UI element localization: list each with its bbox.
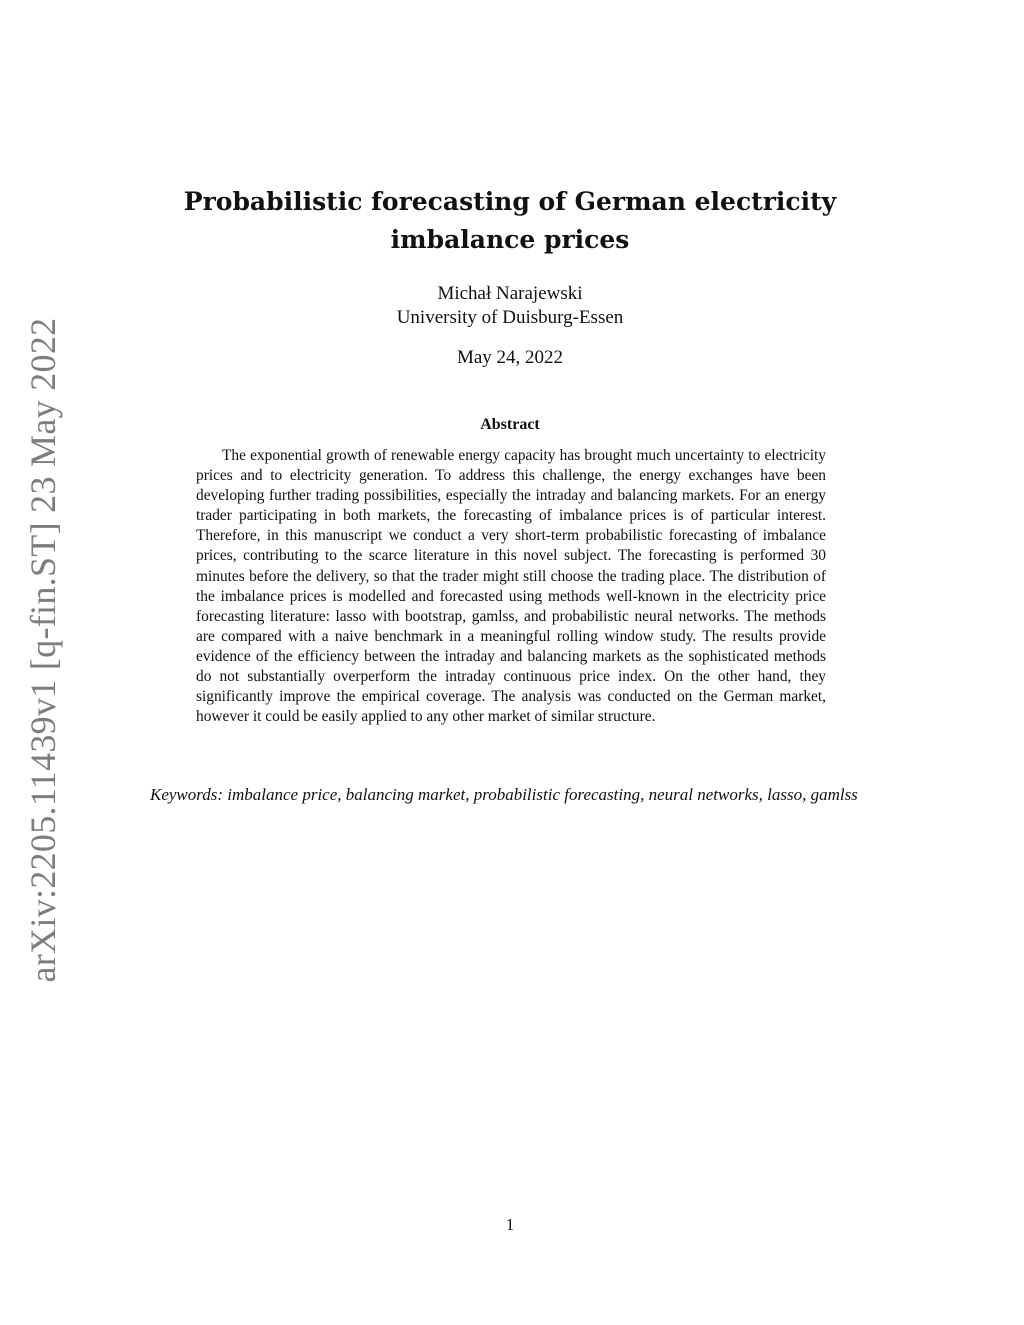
author-name: Michał Narajewski (437, 283, 583, 304)
author-affiliation: University of Duisburg-Essen (396, 307, 624, 328)
arxiv-identifier-stamp: arXiv:2205.11439v1 [q-fin.ST] 23 May 2022 (23, 317, 63, 983)
author-block (150, 282, 870, 330)
abstract-heading: Abstract (480, 416, 540, 433)
keywords: Keywords: imbalance price, balancing market, probabilistic forecasting, neural networks, lasso, gamlss (150, 785, 858, 804)
page-number: 1 (505, 1215, 515, 1234)
paper-date: May 24, 2022 (456, 347, 564, 368)
paper-title: Probabilistic forecasting of German electricity imbalance prices (183, 187, 837, 254)
abstract-text: The exponential growth of renewable energy capacity has brought much uncertainty to electricity prices and to electricity generation. To address this challenge, the energy exchanges have been developing further trading possibilities, especially the intraday and balancing markets. For an energy trader participating in both markets, the forecasting of imbalance prices is of particular interest. Therefore, in this manuscript we conduct a very short-term probabilistic forecasting of imbalance prices, contributing to the scarce literature in this novel subject. The forecasting is performed 30 minutes before the delivery, so that the trader might still choose the trading place. The distribution of the imbalance prices is modelled and forecasted using methods well-known in the electricity price forecasting literature: lasso with bootstrap, gamlss, and probabilistic neural networks. The methods are compared with a naive benchmark in a meaningful rolling window study. The results provide evidence of the efficiency between the intraday and balancing markets as the sophisticated methods do not substantially overperform the intraday continuous price index. On the other hand, they significantly improve the empirical coverage. The analysis was conducted on the German market, however it could be easily applied to any other market of similar structure. (196, 447, 826, 726)
